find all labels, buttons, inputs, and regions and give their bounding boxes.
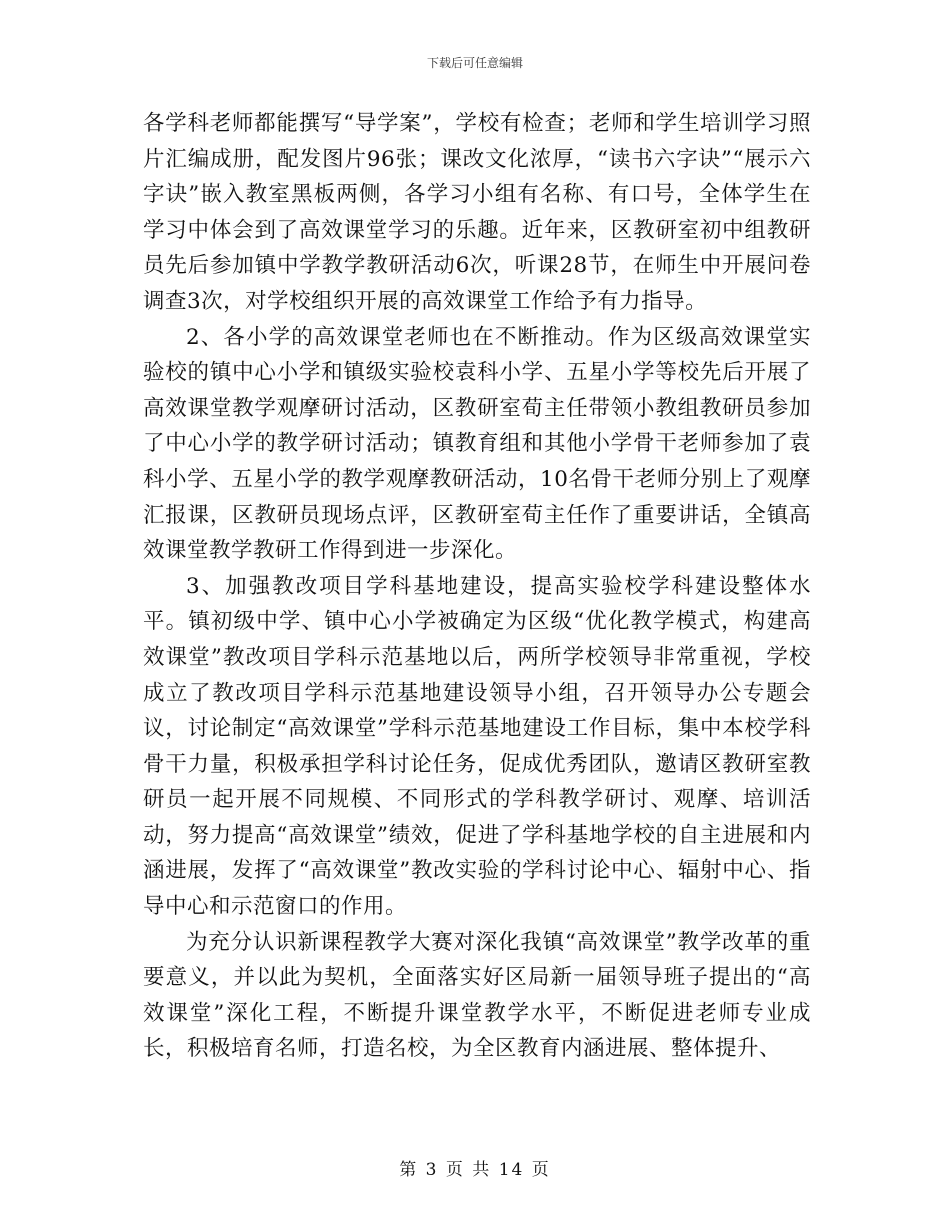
paragraph-4: 为充分认识新课程教学大赛对深化我镇“高效课堂”教学改革的重要意义，并以此为契机，全面落实好区局新一届领导班子提出的“高效课堂”深化工程，不断提升课堂教学水平，不断促进老师专业成长，积极培育名师，打造名校，为全区教育内涵进展、整体提升、	[143, 929, 811, 1062]
paragraph-1: 各学科老师都能撰写“导学案”，学校有检查；老师和学生培训学习照片汇编成册，配发图片96张；课改文化浓厚，“读书六字诀”“展示六字诀”嵌入教室黑板两侧，各学习小组有名称、有口号，全体学生在学习中体会到了高效课堂学习的乐趣。近年来，区教研室初中组教研员先后参加镇中学教学教研活动6次，听课28节，在师生中开展问卷调查3次，对学校组织开展的高效课堂工作给予有力指导。	[143, 111, 811, 314]
document-body	[143, 106, 811, 1067]
paragraph-3: 3、加强教改项目学科基地建设，提高实验校学科建设整体水平。镇初级中学、镇中心小学被确定为区级“优化教学模式，构建高效课堂”教改项目学科示范基地以后，两所学校领导非常重视，学校成立了教改项目学科示范基地建设领导小组，召开领导办公专题会议，讨论制定“高效课堂”学科示范基地建设工作目标，集中本校学科骨干力量，积极承担学科讨论任务，促成优秀团队，邀请区教研室教研员一起开展不同规模、不同形式的学科教学研讨、观摩、培训活动，努力提高“高效课堂”绩效，促进了学科基地学校的自主进展和内涵进展，发挥了“高效课堂”教改实验的学科讨论中心、辐射中心、指导中心和示范窗口的作用。	[143, 573, 811, 920]
paragraph-2: 2、各小学的高效课堂老师也在不断推动。作为区级高效课堂实验校的镇中心小学和镇级实验校袁科小学、五星小学等校先后开展了高效课堂教学观摩研讨活动，区教研室荀主任带领小教组教研员参加了中心小学的教学研讨活动；镇教育组和其他小学骨干老师参加了袁科小学、五星小学的教学观摩教研活动，10名骨干老师分别上了观摩汇报课，区教研员现场点评，区教研室荀主任作了重要讲话，全镇高效课堂教学教研工作得到进一步深化。	[143, 324, 811, 564]
page-number-footer: 第 3 页 共 14 页	[399, 1160, 551, 1180]
page-header: 下载后可任意编辑	[426, 56, 523, 70]
